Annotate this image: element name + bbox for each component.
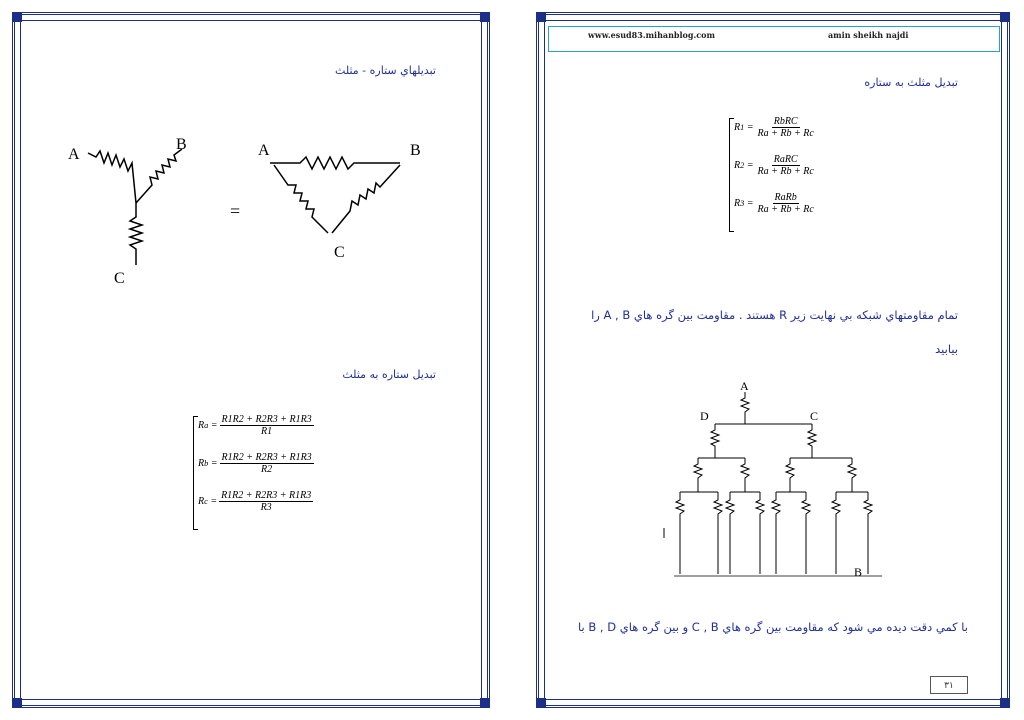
formula-denominator: Ra + Rb + Rc <box>757 166 814 177</box>
page-number: ۳۱ <box>930 676 968 694</box>
heading-delta-to-star: تبديل مثلث به ستاره <box>864 76 958 89</box>
left-page <box>0 0 496 720</box>
bottom-text-line: با كمي دقت ديده مي شود كه مقاومت بين گره هاي C , B و بين گره هاي B , D با <box>578 620 968 634</box>
network-label-a: A <box>740 379 749 393</box>
heading-star-delta: تبديلهاي ستاره - مثلث <box>335 64 436 77</box>
formula-rc: R c = $\frac{R1R2 + R2R3 + R1R3}{R3}$ <box>198 490 312 513</box>
formula-numerator: RbRC <box>773 116 798 127</box>
delta-label-c: C <box>334 244 345 261</box>
heading-star-to-delta: تبديل ستاره به مثلث <box>342 368 436 381</box>
corner-ornament <box>1000 12 1010 22</box>
network-label-c: C <box>810 409 819 423</box>
left-page-border-inner <box>20 20 482 700</box>
star-delta-diagram <box>60 125 440 290</box>
formula-ra: R a = $\frac{R1R2 + R2R3 + R1R3}{R1}$ <box>198 414 312 437</box>
header-url: www.esud83.mihanblog.com <box>588 30 715 40</box>
formula-lhs: R <box>198 420 205 431</box>
formula-r3: R 3 = $\frac{\text{RaRb}}{Ra + Rb + Rc}$ <box>734 192 814 215</box>
formula-numerator: RaRC <box>773 154 798 165</box>
delta-label-b: B <box>410 142 421 159</box>
header-author: amin sheikh najdi <box>828 30 909 40</box>
problem-text-line2: بيابيد <box>935 342 958 356</box>
corner-ornament <box>12 12 22 22</box>
formula-r2: R 2 = $\frac{\text{RaRC}}{Ra + Rb + Rc}$ <box>734 154 814 177</box>
star-label-a: A <box>68 146 80 163</box>
formula-rb: R b = $\frac{R1R2 + R2R3 + R1R3}{R2}$ <box>198 452 312 475</box>
star-label-b: B <box>176 136 187 153</box>
equals-sign: = <box>230 201 241 221</box>
formula-denominator: R1 <box>261 426 273 437</box>
formula-numerator: R1R2 + R2R3 + R1R3 <box>221 452 312 463</box>
corner-ornament <box>12 698 22 708</box>
formula-numerator: R1R2 + R2R3 + R1R3 <box>221 414 312 425</box>
formula-denominator: Ra + Rb + Rc <box>757 204 814 215</box>
corner-ornament <box>536 12 546 22</box>
corner-ornament <box>480 12 490 22</box>
network-label-b: B <box>854 565 863 579</box>
formula-denominator: R2 <box>261 464 273 475</box>
page-gutter <box>496 0 538 720</box>
formula-denominator: Ra + Rb + Rc <box>757 128 814 139</box>
formula-denominator: R3 <box>260 502 272 513</box>
formula-numerator: R1R2 + R2R3 + R1R3 <box>221 490 312 501</box>
corner-ornament <box>536 698 546 708</box>
formula-numerator: RaRb <box>774 192 797 203</box>
delta-label-a: A <box>258 142 270 159</box>
formula-r1: R 1 = $\frac{\text{RbRC}}{Ra + Rb + Rc}$ <box>734 116 814 139</box>
problem-text-line1: تمام مقاومتهاي شبكه بي نهايت زير R هستند . مقاومت بين گره هاي A , B را <box>591 308 958 322</box>
star-label-c: C <box>114 270 125 287</box>
network-label-d: D <box>700 409 709 423</box>
corner-ornament <box>1000 698 1010 708</box>
corner-ornament <box>480 698 490 708</box>
resistor-network-diagram <box>660 378 890 582</box>
